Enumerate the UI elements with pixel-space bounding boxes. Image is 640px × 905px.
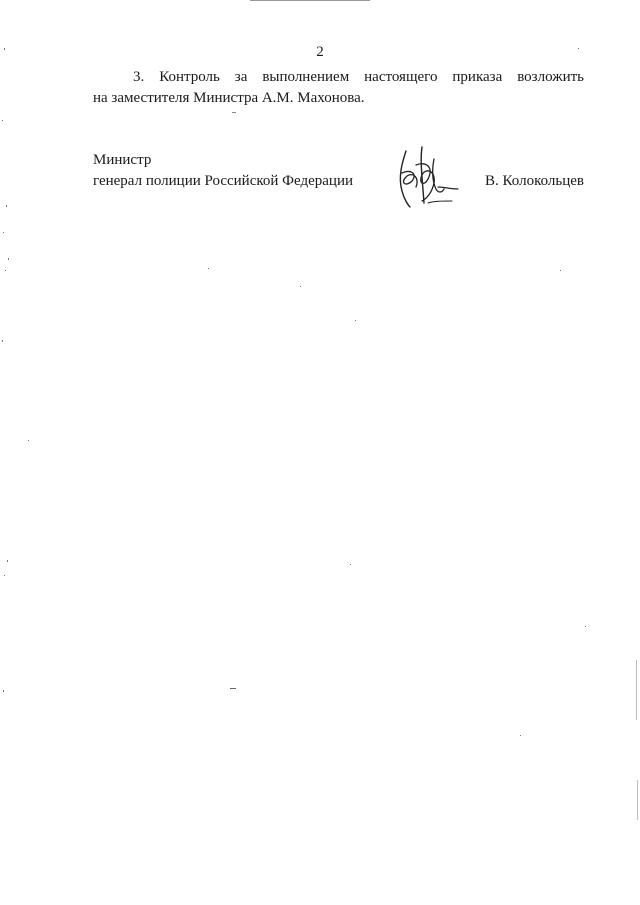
scan-speck xyxy=(578,48,579,49)
page-number: 2 xyxy=(316,44,324,60)
scan-speck xyxy=(560,270,561,271)
signatory-name: В. Колокольцев xyxy=(485,173,584,189)
scan-speck xyxy=(585,626,586,627)
scan-speck xyxy=(355,320,356,321)
signature-block xyxy=(93,150,584,210)
scan-speck xyxy=(230,688,236,689)
scan-speck xyxy=(232,112,236,113)
scan-edge-line xyxy=(250,0,370,1)
signatory-title: Министр xyxy=(93,152,152,168)
clause-line-1: 3. Контроль за выполнением настоящего приказа возложить xyxy=(133,69,584,85)
scan-speck xyxy=(4,48,5,50)
clause-line-2: на заместителя Министра А.М. Махонова. xyxy=(93,90,365,106)
scan-speck xyxy=(2,340,3,342)
scan-speck xyxy=(2,120,3,121)
scan-speck xyxy=(28,440,29,441)
scan-speck xyxy=(4,575,5,576)
scan-edge-line xyxy=(636,660,637,720)
scan-speck xyxy=(5,270,6,271)
scan-edge-line xyxy=(637,780,638,820)
scan-speck xyxy=(3,232,4,233)
scan-speck xyxy=(208,268,209,269)
scan-speck xyxy=(7,560,8,562)
handwritten-signature-icon xyxy=(392,143,462,211)
signatory-rank: генерал полиции Российской Федерации xyxy=(93,173,354,189)
scan-speck xyxy=(520,735,521,736)
scan-speck xyxy=(6,205,7,207)
clause-paragraph xyxy=(93,67,584,109)
scan-speck xyxy=(300,286,301,287)
scan-speck xyxy=(3,690,4,692)
scan-speck xyxy=(350,564,351,565)
scan-speck xyxy=(8,258,9,260)
